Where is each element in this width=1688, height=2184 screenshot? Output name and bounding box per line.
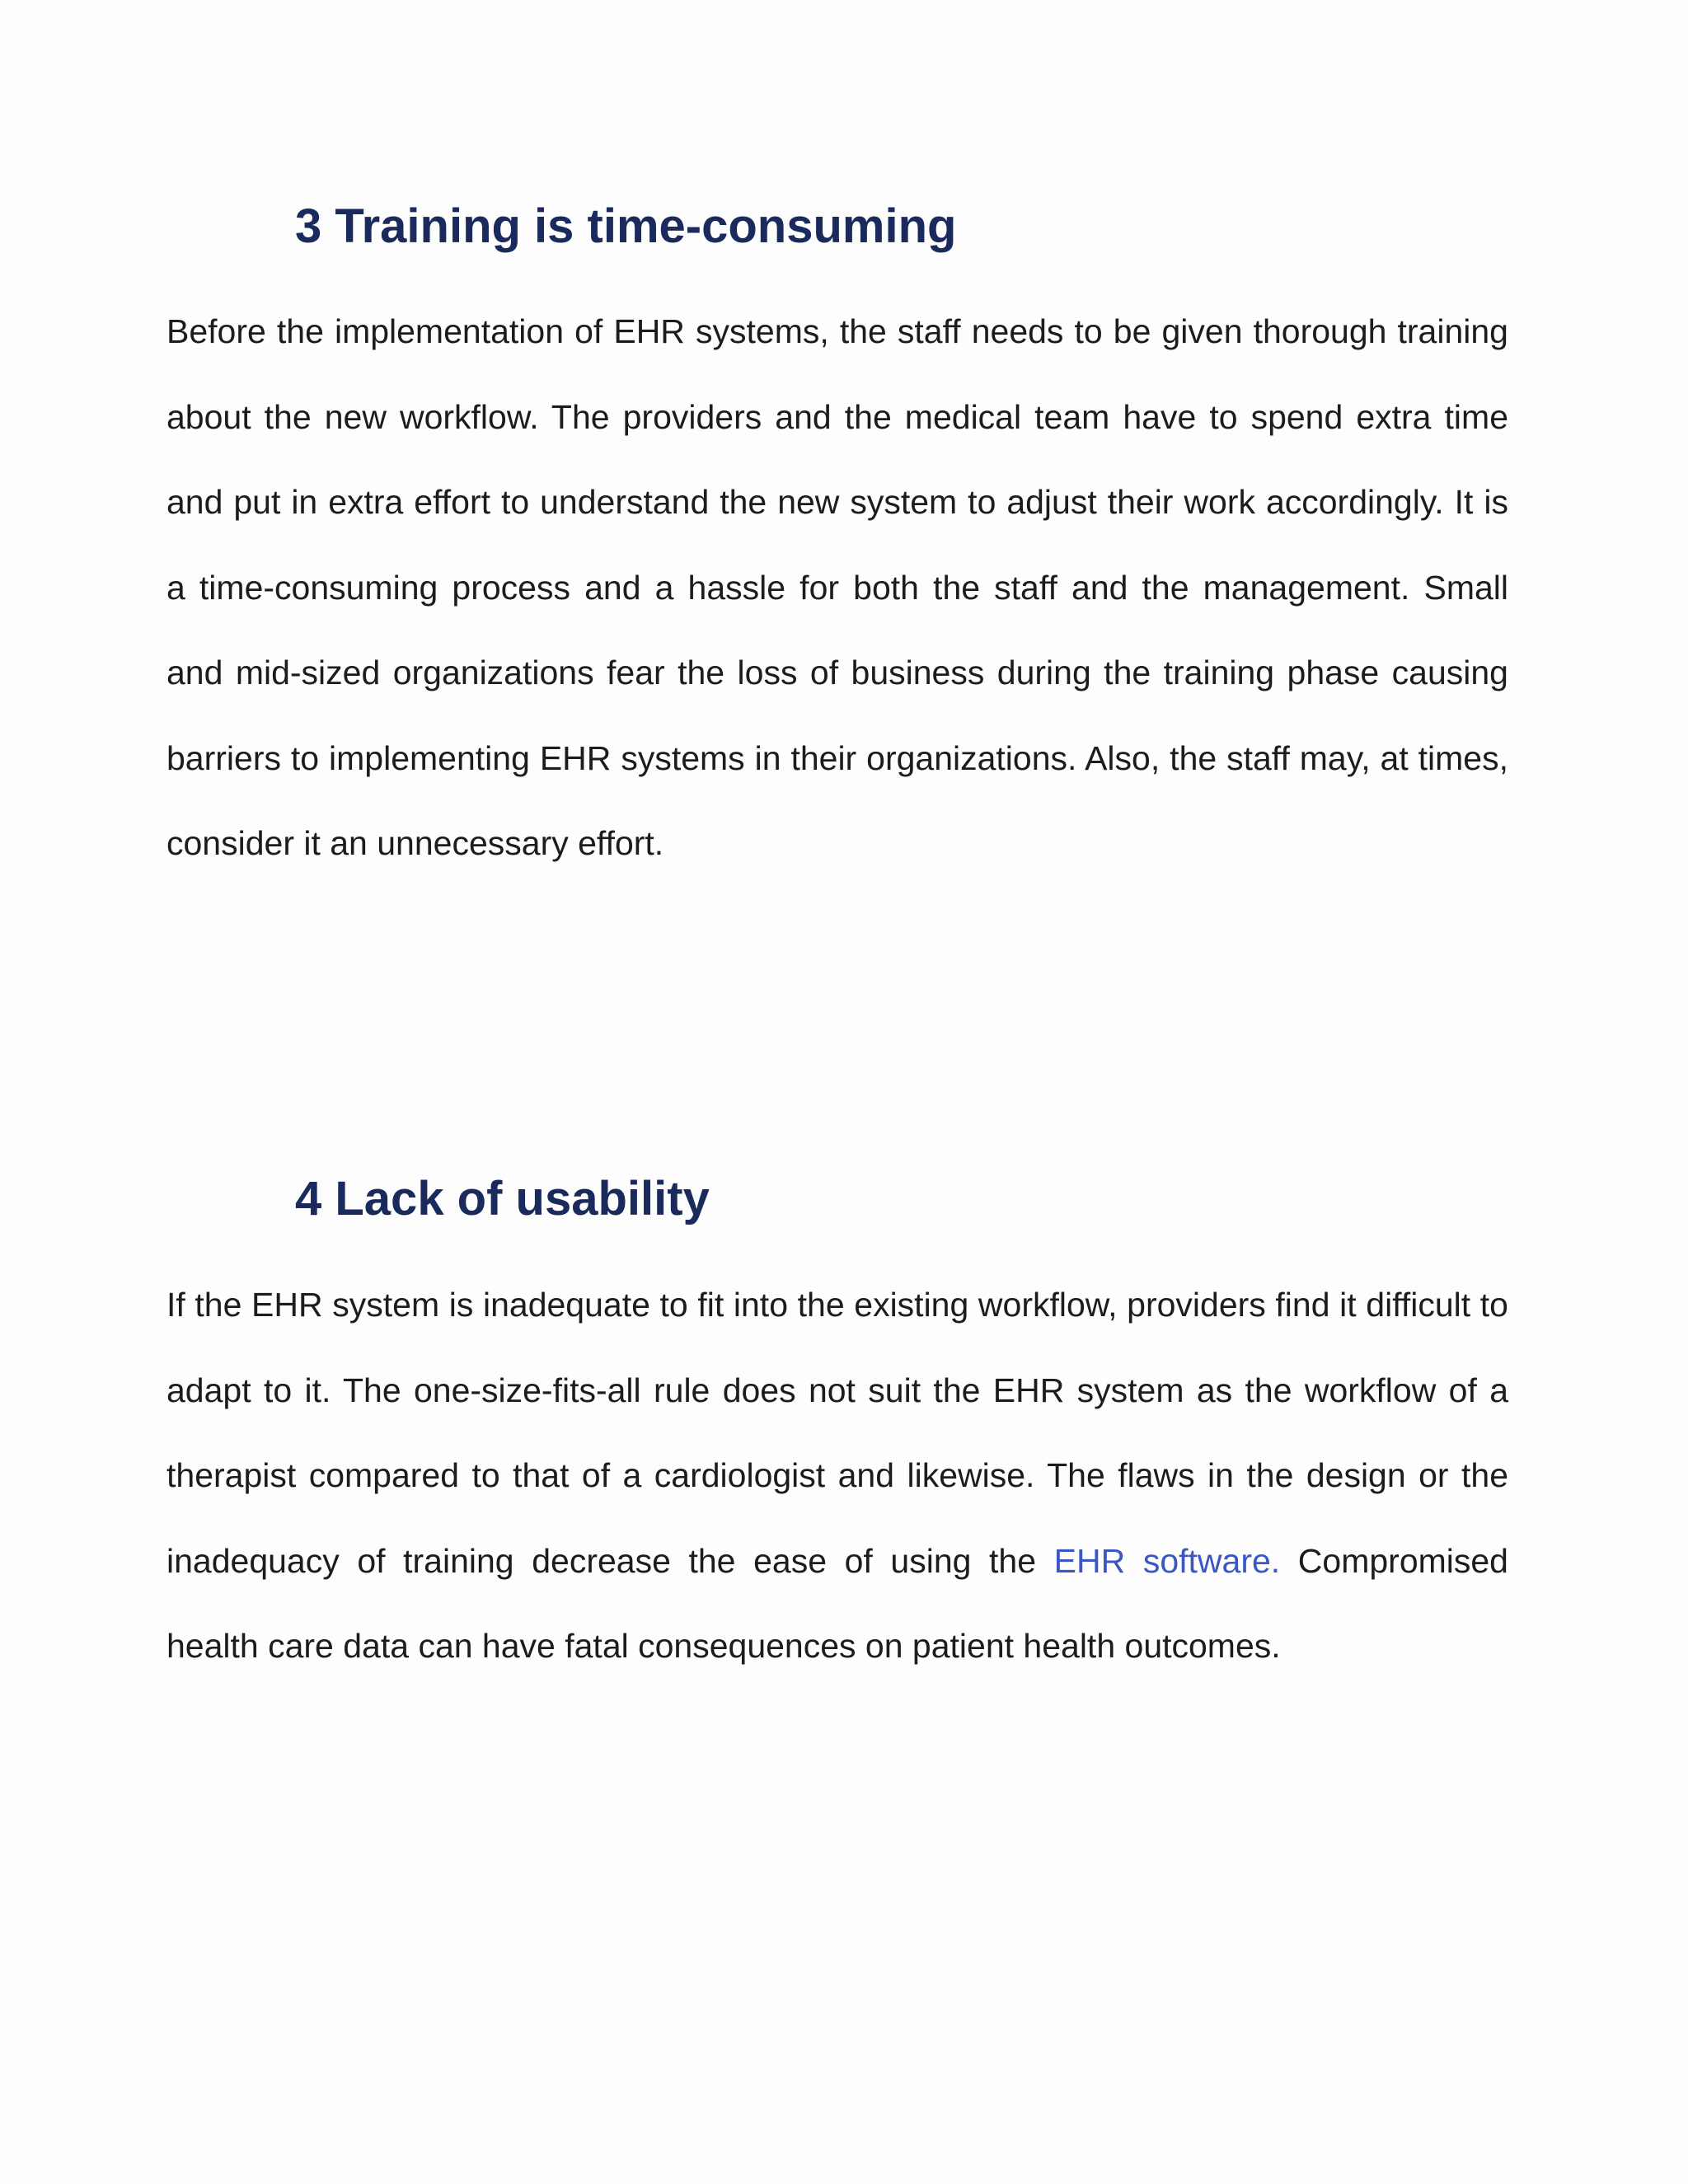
paragraph-text-after-link: Compromised health care data can have fatal consequences on patient health outcomes. [166,1541,1508,1665]
paragraph-text-before-link: If the EHR system is inadequate to fit into the existing workflow, providers find it difficult to adapt to it. The one-size-fits-all rule does not suit the EHR system as the workflow of a therapist compared to that of a cardiologist and likewise. The flaws in the design or the inadequacy of training decrease the ease of using the [166,1286,1508,1580]
section-paragraph-usability [166,1263,1508,1690]
ehr-software-link[interactable]: EHR software. [1053,1541,1281,1580]
section-heading-training: 3 Training is time-consuming [295,199,957,253]
section-paragraph-training: Before the implementation of EHR systems, the staff needs to be given thorough training about the new workflow. The providers and the medical team have to spend extra time and put in extra effort to understand the new system to adjust their work accordingly. It is a time-consuming process and a hassle for both the staff and the management. Small and mid-sized organizations fear the loss of business during the training phase causing barriers to implementing EHR systems in their organizations. Also, the staff may, at times, consider it an unnecessary effort. [166,312,1508,862]
section-heading-usability: 4 Lack of usability [295,1172,710,1226]
